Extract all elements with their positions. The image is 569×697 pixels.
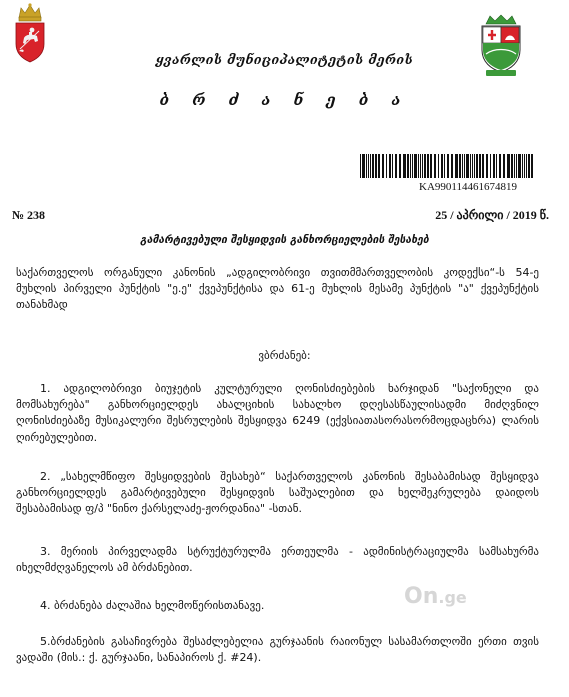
barcode-bar (451, 154, 453, 178)
barcode-bar (455, 154, 458, 178)
barcode-bar (389, 154, 391, 178)
barcode-bar (472, 154, 473, 178)
document-subject: გამარტივებული შესყიდვის განხორციელების შესახებ (140, 234, 429, 246)
barcode-bar (422, 154, 423, 178)
emblem-crown (486, 15, 516, 24)
crown (19, 3, 41, 21)
barcode-bar (418, 154, 419, 178)
barcode-bar (420, 154, 421, 178)
barcode-bar (507, 154, 510, 178)
barcode-bar (444, 154, 445, 178)
barcode-bar (459, 154, 461, 178)
barcode-bar (434, 154, 436, 178)
list-item: 4. ბრძანება ძალაშია ხელმოწერისთანავე. (40, 599, 265, 612)
barcode-bar (503, 154, 505, 178)
barcode-bar (522, 154, 523, 178)
order-title: ბ რ ძ ა ნ ე ბ ა (159, 91, 410, 109)
barcode-bar (496, 154, 497, 178)
barcode-bar (403, 154, 406, 178)
barcode-bar (438, 154, 439, 178)
barcode-bar (476, 154, 478, 178)
decree-word: ვბრძანებ: (258, 349, 311, 362)
preamble-paragraph: საქართველოს ორგანული კანონის „ადგილობრივი თვითმმართველობის კოდექსი“-ს 54-ე მუხლის პირველი პუნქტის "ე.ე" ქვეპუნქტისა და 61-ე მუხლის მესამე პუნქტის "ა" ქვეპუნქტის თანახმად (16, 266, 539, 312)
barcode-bar (424, 154, 426, 178)
barcode-bar (382, 154, 384, 178)
watermark-main: On (404, 584, 439, 609)
barcode-bar (407, 154, 409, 178)
barcode-bar (427, 154, 429, 178)
barcode-bar (466, 154, 469, 178)
barcode-bar (490, 154, 491, 178)
list-item: 1. ადგილობრივი ბიუჯეტის კულტურული ღონისძიებების ხარჯიდან "საქონელი და მომსახურება" განხორციელდეს ახალციხის სახალხო დღესასწაულისადმი მიძღვნილ ღონისძიებაზე მუსიკალური შესრულების შესყიდვა 6249 (ექვსიათასორასორმოცდაცხრა) ლარის ღირებულებით. (16, 382, 539, 444)
list-item: 2. „სახელმწიფო შესყიდვების შესახებ“ საქართველოს კანონის შესაბამისად შესყიდვა განხორციელდეს გამარტივებული შესყიდვის საშუალებით და ხელშეკრულება დაიდოს შესაბამისად ფ/პ "ნინო ქარსელაძე-ჟორდანია" -სთან. (16, 470, 539, 516)
barcode (360, 154, 533, 178)
barcode-bar (482, 154, 484, 178)
barcode-bar (368, 154, 369, 178)
barcode-bar (493, 154, 495, 178)
barcode-bar (474, 154, 475, 178)
barcode-bar (430, 154, 432, 178)
barcode-bar (524, 154, 525, 178)
barcode-bar (399, 154, 401, 178)
barcode-bar (386, 154, 387, 178)
barcode-bar (414, 154, 417, 178)
barcode-bar (479, 154, 481, 178)
municipality-emblem-icon (472, 14, 530, 78)
list-item: 3. მერიის პირველადმა სტრუქტურულმა ერთეულმა - ადმინისტრაციულმა სამსახურმა იხელმძღვანელოს ამ ბრძანებით. (16, 545, 539, 575)
issuer-title: ყვარლის მუნიციპალიტეტის მერის (155, 52, 414, 67)
barcode-bar (372, 154, 374, 178)
watermark-suffix: .ge (438, 588, 467, 607)
barcode-bar (370, 154, 371, 178)
barcode-bar (412, 154, 413, 178)
barcode-bar (486, 154, 488, 178)
barcode-bar (511, 154, 513, 178)
list-item: 5.ბრძანების გასაჩივრება შესაძლებელია გურჯაანის რაიონულ სასამართლოში ერთი თვის ვადაში (მის.: ქ. გურჯაანი, სანაპიროს ქ. #24). (16, 635, 539, 665)
barcode-bar (499, 154, 501, 178)
barcode-bar (366, 154, 367, 178)
barcode-code: KA990114461674819 (419, 181, 517, 193)
barcode-bar (462, 154, 463, 178)
barcode-bar (516, 154, 517, 178)
watermark-logo (404, 584, 467, 609)
barcode-bar (441, 154, 443, 178)
barcode-bar (526, 154, 527, 178)
barcode-bar (392, 154, 393, 178)
barcode-bar (360, 154, 361, 178)
document-date: 25 / აპრილი / 2019 წ. (435, 208, 549, 222)
barcode-bar (464, 154, 465, 178)
barcode-bar (470, 154, 471, 178)
barcode-bar (531, 154, 533, 178)
barcode-bar (362, 154, 365, 178)
barcode-bar (410, 154, 411, 178)
barcode-bar (378, 154, 380, 178)
barcode-bar (447, 154, 449, 178)
barcode-bar (518, 154, 521, 178)
barcode-bar (375, 154, 377, 178)
barcode-bar (395, 154, 397, 178)
barcode-bar (528, 154, 530, 178)
document-number: № 238 (12, 208, 46, 222)
barcode-bar (514, 154, 515, 178)
